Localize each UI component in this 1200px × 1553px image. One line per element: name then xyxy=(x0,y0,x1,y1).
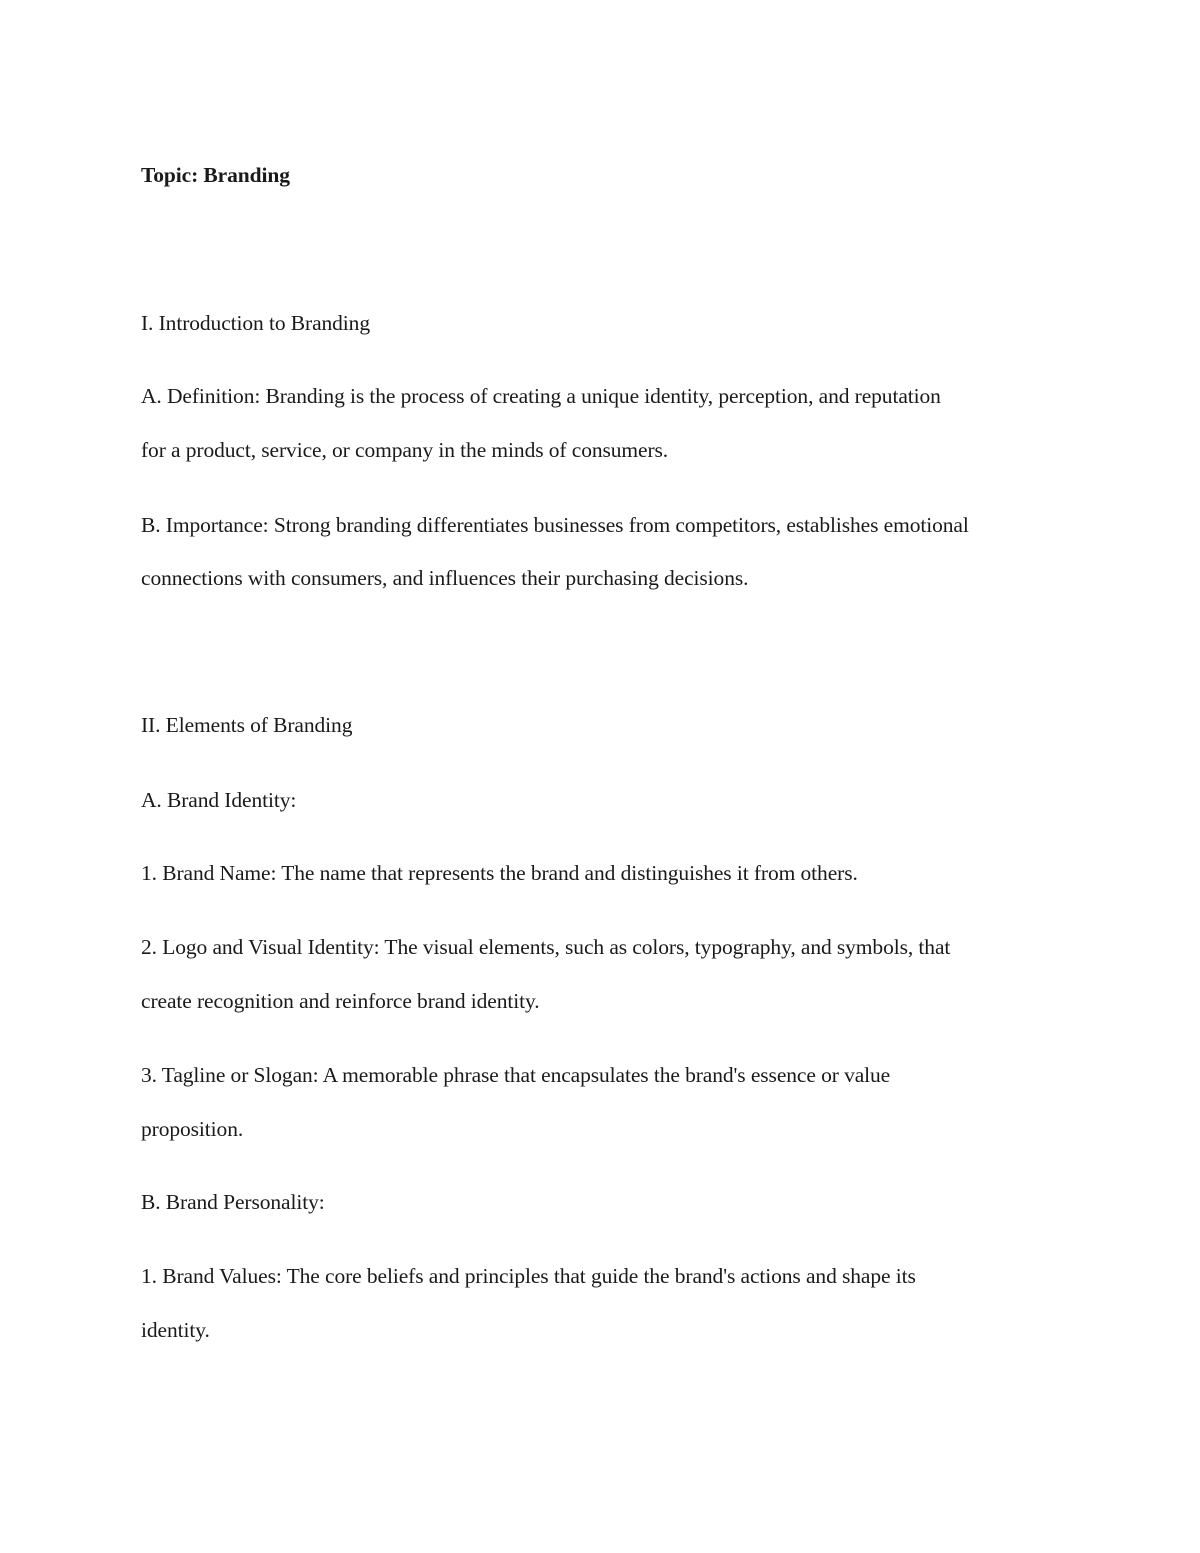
importance-paragraph-line-1: B. Importance: Strong branding differentiates businesses from competitors, establishes emotional xyxy=(141,513,969,537)
document-title: Topic: Branding xyxy=(141,163,290,187)
importance-paragraph-line-2: connections with consumers, and influences their purchasing decisions. xyxy=(141,566,749,590)
definition-paragraph-line-1: A. Definition: Branding is the process of creating a unique identity, perception, and reputation xyxy=(141,384,941,408)
brand-personality-heading: B. Brand Personality: xyxy=(141,1190,325,1214)
brand-values-line-2: identity. xyxy=(141,1318,210,1342)
tagline-slogan-line-1: 3. Tagline or Slogan: A memorable phrase that encapsulates the brand's essence or value xyxy=(141,1063,891,1087)
brand-values-line-1: 1. Brand Values: The core beliefs and principles that guide the brand's actions and shape its xyxy=(141,1264,916,1288)
brand-name-item: 1. Brand Name: The name that represents the brand and distinguishes it from others. xyxy=(141,861,858,885)
brand-identity-heading: A. Brand Identity: xyxy=(141,788,297,812)
section-heading-elements: II. Elements of Branding xyxy=(141,713,353,737)
tagline-slogan-line-2: proposition. xyxy=(141,1117,244,1141)
definition-paragraph-line-2: for a product, service, or company in the minds of consumers. xyxy=(141,438,669,462)
logo-visual-identity-line-2: create recognition and reinforce brand identity. xyxy=(141,989,540,1013)
section-heading-introduction: I. Introduction to Branding xyxy=(141,311,370,335)
logo-visual-identity-line-1: 2. Logo and Visual Identity: The visual elements, such as colors, typography, and symbols, that xyxy=(141,935,951,959)
